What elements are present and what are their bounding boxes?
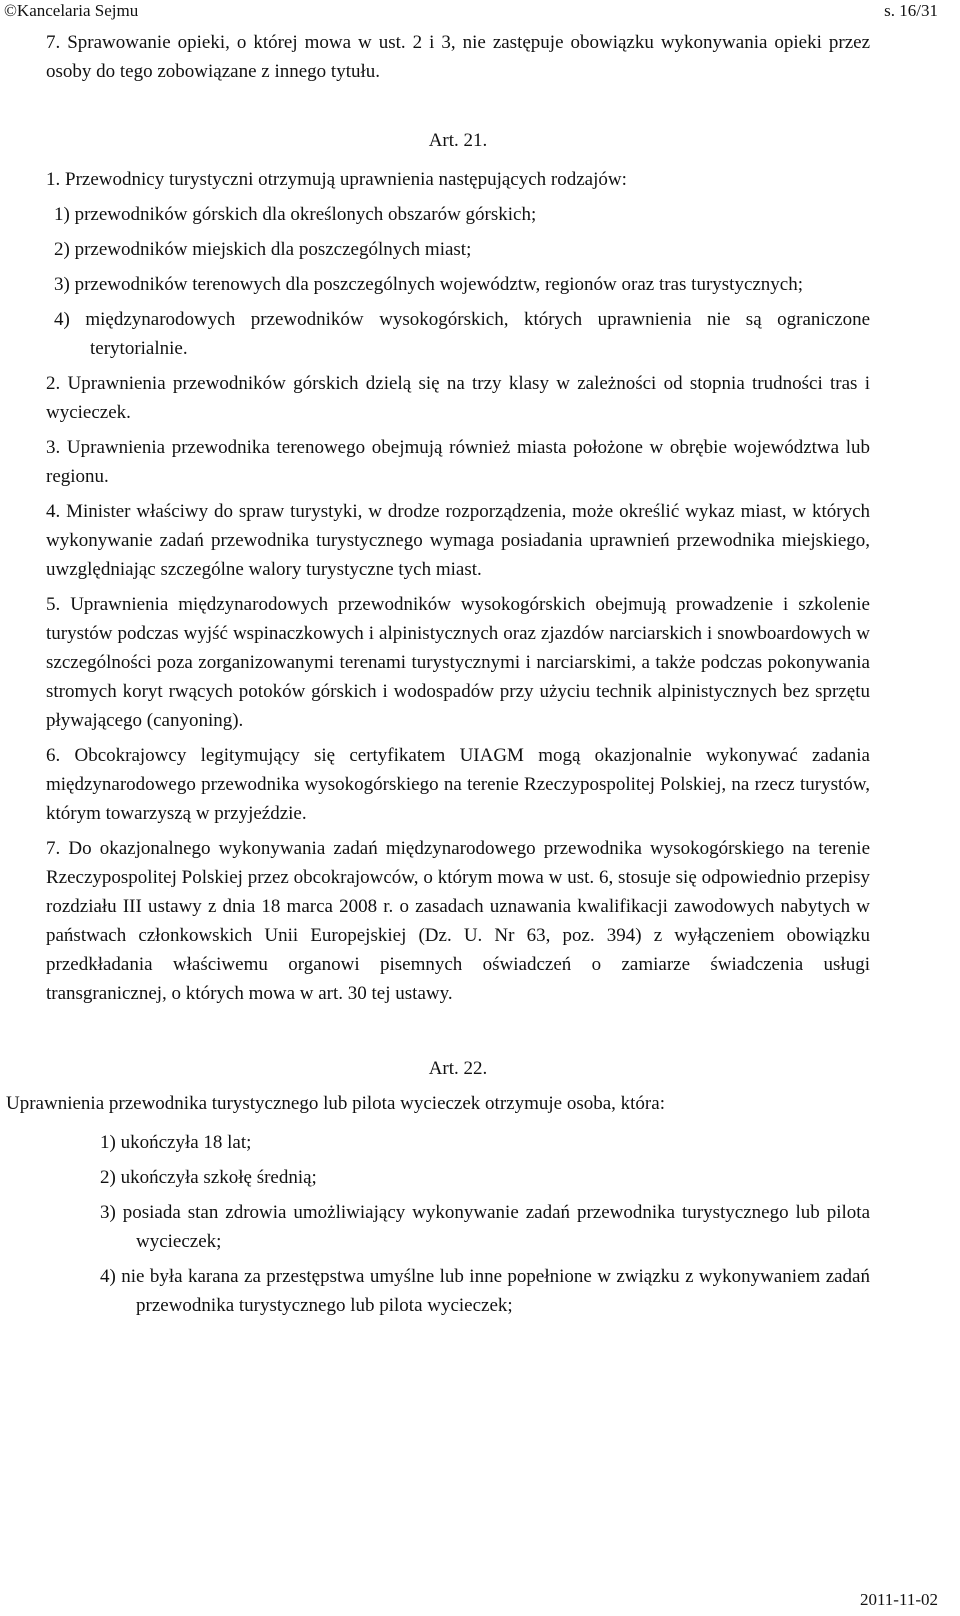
art22-item-1: 1) ukończyła 18 lat;: [100, 1132, 252, 1153]
footer-date: 2011-11-02: [859, 1590, 938, 1609]
art21-item-2: 2) przewodników miejskich dla poszczególnych miast;: [54, 239, 472, 260]
art21-item-4: 4) międzynarodowych przewodników wysokogórskich, których uprawnienia nie są ograniczone terytorialnie.: [54, 309, 870, 359]
art21-item-3: 3) przewodników terenowych dla poszczególnych województw, regionów oraz tras turystycznych;: [54, 274, 804, 295]
art22-item-2: 2) ukończyła szkołę średnią;: [100, 1167, 317, 1188]
art21-paragraph-6: 6. Obcokrajowcy legitymujący się certyfikatem UIAGM mogą okazjonalnie wykonywać zadania międzynarodowego przewodnika wysokogórskiego na terenie Rzeczypospolitej Polskiej, na rzecz turystów, którym towarzyszą w przyjeździe.: [46, 745, 870, 824]
art21-item-1: 1) przewodników górskich dla określonych obszarów górskich;: [54, 204, 537, 225]
article-22-title: Art. 22.: [428, 1058, 488, 1079]
art22-item-3: 3) posiada stan zdrowia umożliwiający wykonywanie zadań przewodnika turystycznego lub pilota wycieczek;: [100, 1202, 870, 1252]
article-21-title: Art. 21.: [428, 130, 488, 151]
header-copyright: ©Kancelaria Sejmu: [4, 1, 139, 20]
art21-paragraph-3: 3. Uprawnienia przewodnika terenowego obejmują również miasta położone w obrębie województwa lub regionu.: [46, 437, 870, 487]
art22-item-4: 4) nie była karana za przestępstwa umyślne lub inne popełnione w związku z wykonywaniem zadań przewodnika turystycznego lub pilota wycieczek;: [100, 1266, 870, 1316]
art21-paragraph-5: 5. Uprawnienia międzynarodowych przewodników wysokogórskich obejmują prowadzenie i szkolenie turystów podczas wyjść wspinaczkowych i alpinistycznych oraz zjazdów narciarskich i snowboardowych w szczególności poza zorganizowanymi terenami turystycznymi i narciarskimi, a także podczas pokonywania stromych koryt rwących potoków górskich i wodospadów przy użyciu technik alpinistycznych bez sprzętu pływającego (canyoning).: [46, 594, 870, 731]
art21-paragraph-2: 2. Uprawnienia przewodników górskich dzielą się na trzy klasy w zależności od stopnia trudności tras i wycieczek.: [46, 373, 870, 423]
art21-paragraph-1: 1. Przewodnicy turystyczni otrzymują uprawnienia następujących rodzajów:: [46, 169, 627, 190]
art21-paragraph-4: 4. Minister właściwy do spraw turystyki, w drodze rozporządzenia, może określić wykaz miast, w których wykonywanie zadań przewodnika turystycznego wymaga posiadania uprawnień przewodnika miejskiego, uwzględniając szczególne walory turystyczne tych miast.: [46, 501, 870, 580]
paragraph-7-previous-article: 7. Sprawowanie opieki, o której mowa w ust. 2 i 3, nie zastępuje obowiązku wykonywania opieki przez osoby do tego zobowiązane z innego tytułu.: [46, 32, 870, 82]
art22-list: [46, 1128, 870, 1320]
document-body: [6, 28, 870, 1326]
art21-paragraph-7: 7. Do okazjonalnego wykonywania zadań międzynarodowego przewodnika wysokogórskiego na terenie Rzeczypospolitej Polskiej przez obcokrajowców, o którym mowa w ust. 6, stosuje się odpowiednio przepisy rozdziału III ustawy z dnia 18 marca 2008 r. o zasadach uznawania kwalifikacji zawodowych nabytych w państwach członkowskich Unii Europejskiej (Dz. U. Nr 63, poz. 394) z wyłączeniem obowiązku przedkładania właściwemu organowi pisemnych oświadczeń o zamiarze świadczenia usługi transgranicznej, o których mowa w art. 30 tej ustawy.: [46, 838, 870, 1004]
header-page-number: s. 16/31: [884, 1, 938, 20]
art22-intro: Uprawnienia przewodnika turystycznego lub pilota wycieczek otrzymuje osoba, która:: [6, 1093, 665, 1114]
